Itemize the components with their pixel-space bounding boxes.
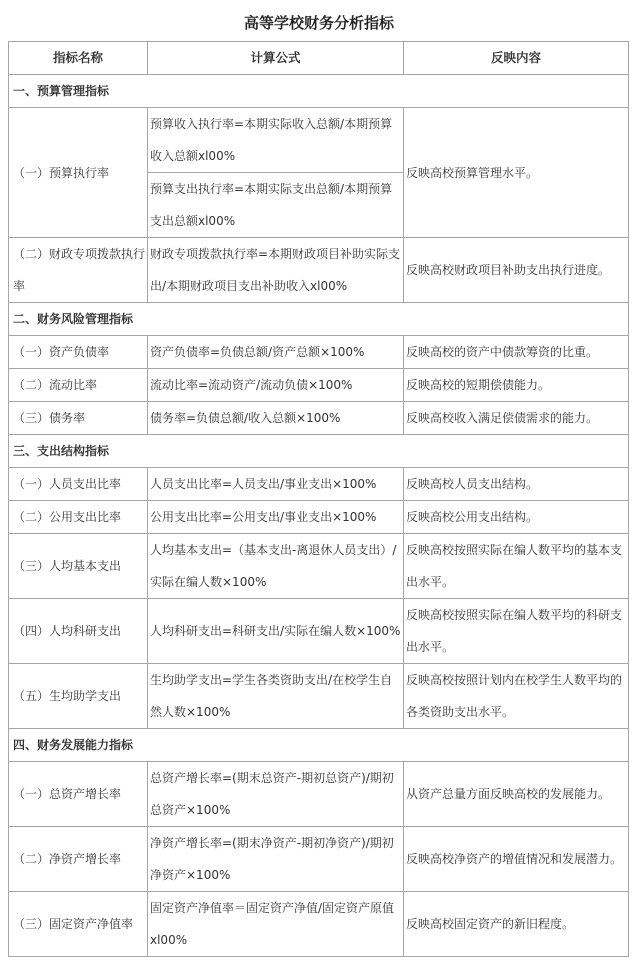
- table-row: [9, 369, 629, 402]
- formula-cell: 资产负债率=负债总额/资产总额×100%: [148, 336, 404, 369]
- description-cell: 反映高校财政项目补助支出执行进度。: [404, 238, 629, 303]
- section-label: 一、预算管理指标: [9, 75, 629, 108]
- description-cell: 反映高校固定资产的新旧程度。: [404, 892, 629, 957]
- formula-cell: 流动比率=流动资产/流动负债×100%: [148, 369, 404, 402]
- section-row: [9, 729, 629, 762]
- table-row: [9, 402, 629, 435]
- indicator-name: （三）固定资产净值率: [9, 892, 148, 957]
- description-cell: 反映高校预算管理水平。: [404, 108, 629, 238]
- formula-cell: 预算收入执行率=本期实际收入总额/本期预算收入总额xl00%: [148, 108, 404, 173]
- table-row: [9, 664, 629, 729]
- formula-cell: 财政专项拨款执行率=本期财政项目补助实际支出/本期财政项目支出补助收入xl00%: [148, 238, 404, 303]
- header-formula: 计算公式: [148, 42, 404, 75]
- formula-cell: 人均基本支出=（基本支出-离退休人员支出）/实际在编人数×100%: [148, 534, 404, 599]
- table-row: [9, 892, 629, 957]
- table-row: [9, 501, 629, 534]
- indicator-name: （三）人均基本支出: [9, 534, 148, 599]
- table-row: [9, 238, 629, 303]
- description-cell: 反映高校按照实际在编人数平均的基本支出水平。: [404, 534, 629, 599]
- table-row: [9, 599, 629, 664]
- formula-cell: 公用支出比率=公用支出/事业支出×100%: [148, 501, 404, 534]
- formula-cell: 固定资产净值率＝固定资产净值/固定资产原值xl00%: [148, 892, 404, 957]
- description-cell: 反映高校的资产中债款筹资的比重。: [404, 336, 629, 369]
- formula-cell: 债务率=负债总额/收入总额×100%: [148, 402, 404, 435]
- indicator-name: （一）预算执行率: [9, 108, 148, 238]
- table-header-row: [9, 42, 629, 75]
- indicator-name: （三）债务率: [9, 402, 148, 435]
- description-cell: 反映高校净资产的增值情况和发展潜力。: [404, 827, 629, 892]
- indicator-name: （一）人员支出比率: [9, 468, 148, 501]
- description-cell: 反映高校公用支出结构。: [404, 501, 629, 534]
- indicator-name: （一）资产负债率: [9, 336, 148, 369]
- table-row: [9, 827, 629, 892]
- section-label: 三、支出结构指标: [9, 435, 629, 468]
- table-row: [9, 534, 629, 599]
- formula-cell: 生均助学支出=学生各类资助支出/在校学生自然人数×100%: [148, 664, 404, 729]
- description-cell: 反映高校按照计划内在校学生人数平均的各类资助支出水平。: [404, 664, 629, 729]
- header-indicator-name: 指标名称: [9, 42, 148, 75]
- indicator-name: （二）公用支出比率: [9, 501, 148, 534]
- formula-cell: 人均科研支出=科研支出/实际在编人数×100%: [148, 599, 404, 664]
- indicator-name: （二）流动比率: [9, 369, 148, 402]
- table-row: [9, 108, 629, 173]
- indicator-name: （一）总资产增长率: [9, 762, 148, 827]
- section-row: [9, 303, 629, 336]
- page-title: 高等学校财务分析指标: [243, 14, 394, 32]
- header-description: 反映内容: [404, 42, 629, 75]
- description-cell: 反映高校的短期偿债能力。: [404, 369, 629, 402]
- financial-indicators-table: [8, 41, 629, 957]
- description-cell: 从资产总量方面反映高校的发展能力。: [404, 762, 629, 827]
- section-row: [9, 75, 629, 108]
- section-label: 二、财务风险管理指标: [9, 303, 629, 336]
- section-row: [9, 435, 629, 468]
- table-row: [9, 762, 629, 827]
- indicator-name: （二）财政专项拨款执行率: [9, 238, 148, 303]
- table-row: [9, 336, 629, 369]
- formula-cell: 净资产增长率=(期末净资产-期初净资产)/期初净资产×100%: [148, 827, 404, 892]
- table-row: [9, 468, 629, 501]
- description-cell: 反映高校按照实际在编人数平均的科研支出水平。: [404, 599, 629, 664]
- indicator-name: （五）生均助学支出: [9, 664, 148, 729]
- formula-cell: 总资产增长率=(期末总资产-期初总资产)/期初总资产×100%: [148, 762, 404, 827]
- formula-cell: 预算支出执行率=本期实际支出总额/本期预算支出总额xl00%: [148, 173, 404, 238]
- description-cell: 反映高校人员支出结构。: [404, 468, 629, 501]
- section-label: 四、财务发展能力指标: [9, 729, 629, 762]
- description-cell: 反映高校收入满足偿债需求的能力。: [404, 402, 629, 435]
- formula-cell: 人员支出比率=人员支出/事业支出×100%: [148, 468, 404, 501]
- indicator-name: （四）人均科研支出: [9, 599, 148, 664]
- indicator-name: （二）净资产增长率: [9, 827, 148, 892]
